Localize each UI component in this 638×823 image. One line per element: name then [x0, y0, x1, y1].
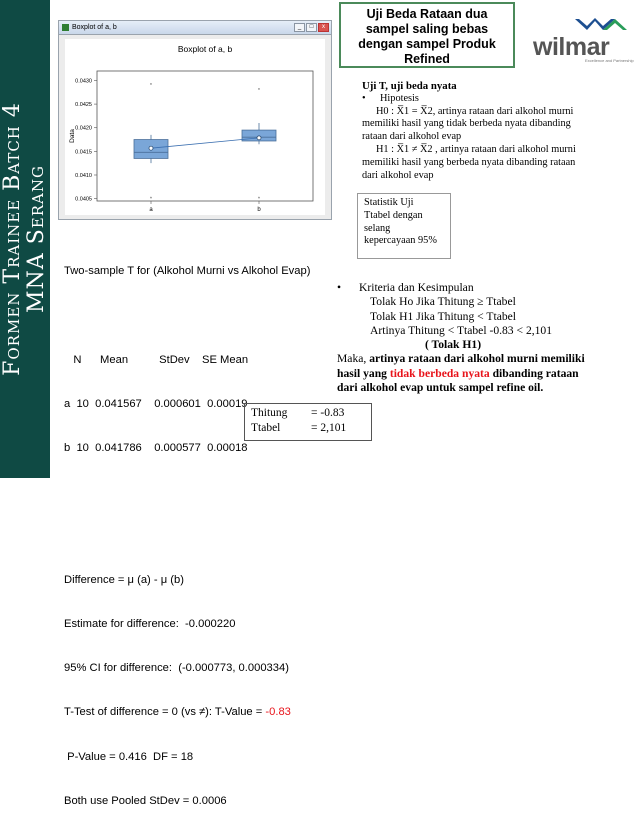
plot-frame: [97, 71, 313, 201]
statistic-line: Ttabel dengan: [364, 209, 423, 221]
ttabel-row: [251, 421, 365, 436]
boxplot-chart: [65, 39, 325, 215]
criteria-ho: Tolak Ho Jika Thitung ≥ Ttabel: [370, 295, 516, 309]
window-controls: [294, 23, 331, 32]
h1-line: memiliki hasil yang berbeda nyata dibanding rataan: [362, 156, 576, 168]
criteria-h1: Tolak H1 Jika Thitung < Ttabel: [370, 309, 517, 323]
sidebar-banner: [0, 0, 50, 478]
hypothesis-heading: Uji T, uji beda nyata: [362, 80, 457, 92]
conclusion-suffix: dibanding rataan: [489, 366, 579, 380]
maximize-button[interactable]: □: [306, 23, 317, 32]
mean-symbol: [257, 136, 261, 140]
conclusion-bold: artinya rataan dari alkohol murni memiliki: [369, 352, 585, 366]
h1-line: dari alkohol evap: [362, 169, 434, 181]
sidebar-title: [1, 4, 49, 474]
y-tick-label: 0.0420: [75, 125, 92, 132]
output-row-b: b 10 0.041786 0.000577 0.00018: [64, 441, 248, 454]
outlier-point: *: [257, 196, 261, 203]
conclusion-prefix: Maka,: [337, 352, 370, 366]
statistic-line: kepercayaan 95%: [364, 235, 437, 247]
outlier-point: *: [149, 83, 153, 90]
h1-line: H1 : X̅1 ≠ X̅2 , artinya rataan dari alkohol murni: [376, 143, 576, 155]
conclusion-line-2: [337, 367, 633, 381]
h0-line: memiliki hasil yang tidak berbeda nyata dibanding: [362, 118, 571, 130]
slide-title-line: sampel saling bebas: [365, 22, 489, 36]
sidebar-title-line1: Formen Trainee Batch 4: [0, 102, 25, 376]
slide-title-line: dengan sampel Produk: [358, 37, 496, 51]
statistic-line: selang: [364, 222, 391, 234]
output-estimate: Estimate for difference: -0.000220: [64, 618, 236, 631]
y-tick-label: 0.0405: [75, 196, 92, 203]
statistic-line: Statistik Uji: [364, 197, 414, 208]
thitung-row: [251, 406, 365, 421]
wilmar-logo-icon: [573, 16, 631, 34]
boxplot-window[interactable]: [58, 20, 332, 220]
x-tick-label: a: [149, 207, 153, 213]
ttest-output: [64, 235, 336, 823]
ttabel-label: Ttabel: [251, 422, 281, 434]
slide-title-line: Uji Beda Rataan dua: [366, 7, 488, 21]
slide-title-box: [339, 2, 515, 68]
criteria-tolak: ( Tolak H1): [425, 338, 482, 352]
close-button[interactable]: x: [318, 23, 329, 32]
chart-title: Boxplot of a, b: [177, 44, 233, 54]
y-tick-label: 0.0430: [75, 78, 92, 85]
y-tick-label: 0.0425: [75, 102, 92, 109]
wilmar-logo: [525, 16, 634, 63]
criteria-heading-line: [337, 281, 633, 295]
conclusion-line-1: [337, 352, 633, 366]
output-ttest: [64, 705, 336, 720]
window-title: Boxplot of a, b: [72, 24, 117, 31]
statistic-box: [357, 193, 451, 259]
t-value: -0.83: [265, 706, 291, 719]
output-heading: Two-sample T for (Alkohol Murni vs Alkohol Evap): [64, 265, 311, 278]
output-pvalue: P-Value = 0.416 DF = 18: [64, 750, 194, 763]
thitung-label: Thitung: [251, 407, 288, 419]
conclusion-highlight: tidak berbeda nyata: [389, 366, 490, 380]
slide-title-line: Refined: [404, 52, 450, 66]
h0-line: rataan dari alkohol evap: [362, 131, 462, 143]
logo-wordmark: wilmar: [533, 33, 610, 61]
y-tick-label: 0.0410: [75, 173, 92, 179]
sidebar-title-line2: MNA Serang: [24, 165, 49, 313]
hipotesis-label: Hipotesis: [380, 92, 419, 104]
criteria-section: [337, 281, 633, 395]
output-pooled: Both use Pooled StDev = 0.0006: [64, 794, 227, 807]
x-tick-label: b: [257, 207, 261, 213]
y-tick-label: 0.0415: [75, 149, 92, 156]
window-titlebar[interactable]: [59, 21, 331, 35]
h0-line: H0 : X̅1 = X̅2, artinya rataan dari alkohol murni: [376, 105, 574, 117]
bullet-icon: •: [337, 281, 342, 294]
outlier-point: *: [257, 87, 261, 94]
output-row-a: a 10 0.041567 0.000601 0.00019: [64, 397, 248, 410]
minimize-button[interactable]: _: [294, 23, 305, 32]
output-ci: 95% CI for difference: (-0.000773, 0.000334): [64, 662, 289, 675]
criteria-artinya: Artinya Thitung < Ttabel -0.83 < 2,101: [370, 323, 553, 337]
conclusion-line-3: dari alkohol evap untuk sampel refine oil.: [337, 381, 544, 395]
thitung-value: = -0.83: [311, 407, 345, 419]
criteria-heading: Kriteria dan Kesimpulan: [359, 281, 474, 294]
output-table-header: N Mean StDev SE Mean: [64, 353, 249, 366]
output-difference: Difference = μ (a) - μ (b): [64, 574, 184, 587]
ttest-label: T-Test of difference = 0 (vs ≠): T-Value =: [64, 706, 266, 719]
conclusion-hasil: hasil yang: [337, 366, 390, 380]
hypothesis-section: [362, 80, 622, 182]
bullet-icon: •: [362, 92, 366, 104]
outlier-point: *: [149, 196, 153, 203]
thitung-box: [244, 403, 372, 441]
plot-area: [65, 39, 325, 215]
logo-tagline: Excellence and Partnership: [585, 58, 634, 63]
hypothesis-bullet-line: [362, 93, 622, 106]
graph-icon: [62, 24, 69, 31]
mean-symbol: [149, 146, 153, 150]
ttabel-value: = 2,101: [311, 422, 347, 434]
y-axis-label: Data: [69, 129, 76, 143]
